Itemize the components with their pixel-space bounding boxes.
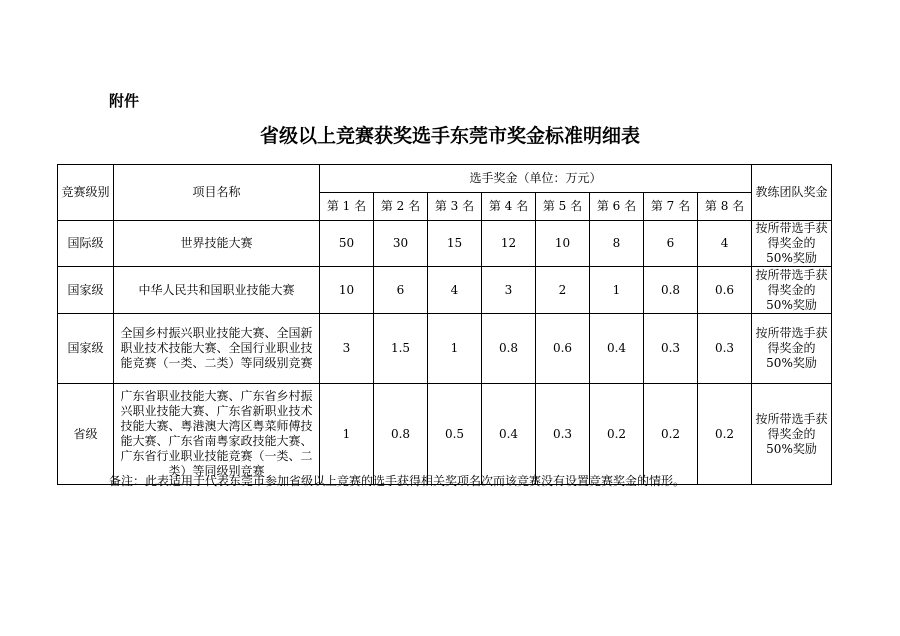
cell-value: 0.3 [536, 384, 590, 485]
header-rank: 第 4 名 [482, 193, 536, 221]
attachment-label: 附件 [109, 92, 140, 110]
cell-value: 0.6 [536, 314, 590, 384]
header-rank: 第 7 名 [644, 193, 698, 221]
cell-value: 0.3 [644, 314, 698, 384]
cell-value: 6 [644, 221, 698, 267]
header-row [58, 165, 832, 193]
header-rank: 第 6 名 [590, 193, 644, 221]
table-row [58, 221, 832, 267]
header-prize-group: 选手奖金（单位：万元） [320, 165, 752, 193]
cell-value: 0.2 [644, 384, 698, 485]
header-rank: 第 1 名 [320, 193, 374, 221]
header-rank: 第 5 名 [536, 193, 590, 221]
cell-project: 中华人民共和国职业技能大赛 [114, 267, 320, 314]
cell-value: 30 [374, 221, 428, 267]
table-row [58, 314, 832, 384]
header-project: 项目名称 [114, 165, 320, 221]
cell-value: 1 [320, 384, 374, 485]
award-table [57, 164, 832, 485]
header-rank: 第 2 名 [374, 193, 428, 221]
cell-coach: 按所带选手获得奖金的 50%奖励 [752, 267, 832, 314]
cell-value: 4 [698, 221, 752, 267]
cell-value: 0.5 [428, 384, 482, 485]
cell-value: 0.8 [374, 384, 428, 485]
cell-value: 4 [428, 267, 482, 314]
cell-value: 0.4 [482, 384, 536, 485]
header-rank: 第 8 名 [698, 193, 752, 221]
cell-value: 0.3 [698, 314, 752, 384]
table-row [58, 267, 832, 314]
cell-level: 国家级 [58, 314, 114, 384]
cell-value: 0.6 [698, 267, 752, 314]
cell-value: 10 [536, 221, 590, 267]
table-note: 备注：此表适用于代表东莞市参加省级以上竞赛的选手获得相关奖项名次而该竞赛没有设置竞赛奖金的情形。 [109, 474, 686, 488]
cell-value: 6 [374, 267, 428, 314]
cell-value: 2 [536, 267, 590, 314]
header-coach: 教练团队奖金 [752, 165, 832, 221]
cell-value: 15 [428, 221, 482, 267]
cell-coach: 按所带选手获得奖金的 50%奖励 [752, 314, 832, 384]
header-rank: 第 3 名 [428, 193, 482, 221]
cell-value: 10 [320, 267, 374, 314]
cell-value: 3 [320, 314, 374, 384]
cell-value: 0.8 [482, 314, 536, 384]
cell-value: 1.5 [374, 314, 428, 384]
cell-level: 国际级 [58, 221, 114, 267]
table-row [58, 384, 832, 485]
cell-level: 国家级 [58, 267, 114, 314]
cell-value: 0.4 [590, 314, 644, 384]
header-level: 竞赛级别 [58, 165, 114, 221]
cell-coach: 按所带选手获得奖金的 50%奖励 [752, 384, 832, 485]
cell-value: 0.2 [590, 384, 644, 485]
cell-value: 3 [482, 267, 536, 314]
cell-value: 8 [590, 221, 644, 267]
cell-value: 12 [482, 221, 536, 267]
cell-project: 广东省职业技能大赛、广东省乡村振兴职业技能大赛、广东省新职业技术技能大赛、粤港澳大湾区粤菜师傅技能大赛、广东省南粤家政技能大赛、广东省行业职业技能竞赛（一类、二类）等同级别竞赛 [114, 384, 320, 485]
page-title: 省级以上竞赛获奖选手东莞市奖金标准明细表 [259, 125, 640, 147]
cell-value: 1 [428, 314, 482, 384]
cell-project: 全国乡村振兴职业技能大赛、全国新职业技术技能大赛、全国行业职业技能竞赛（一类、二类）等同级别竞赛 [114, 314, 320, 384]
cell-coach: 按所带选手获得奖金的 50%奖励 [752, 221, 832, 267]
cell-project: 世界技能大赛 [114, 221, 320, 267]
cell-value: 0.2 [698, 384, 752, 485]
cell-value: 1 [590, 267, 644, 314]
cell-value: 0.8 [644, 267, 698, 314]
cell-value: 50 [320, 221, 374, 267]
cell-level: 省级 [58, 384, 114, 485]
